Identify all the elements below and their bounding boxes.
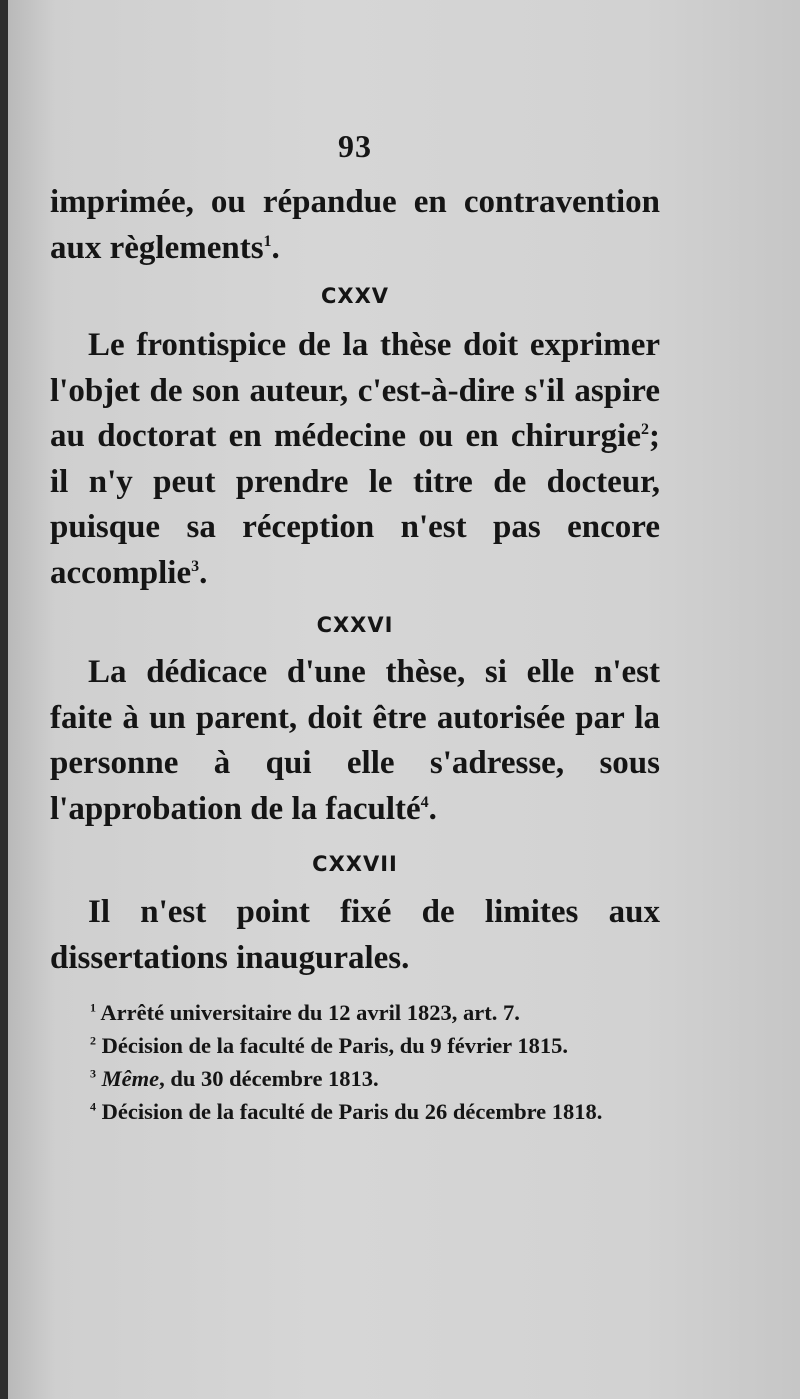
footnote-italic: Même — [101, 1066, 160, 1091]
paragraph-dissertations — [50, 890, 660, 981]
footnote-text: , du 30 décembre 1813. — [159, 1066, 379, 1091]
footnotes — [50, 996, 660, 1128]
footnote-ref: 1 — [263, 232, 272, 250]
paragraph-text: imprimée, ou répandue en contravention aux règlements — [50, 184, 660, 266]
footnote-4 — [50, 1095, 660, 1128]
article-heading-cxxvi: CXXVI — [316, 613, 394, 637]
footnote-text: Arrêté universitaire du 12 avril 1823, art. 7. — [100, 1000, 520, 1025]
footnote-1 — [50, 996, 660, 1029]
paragraph-text: La dédicace d'une thèse, si elle n'est faite à un parent, doit être autorisée par la personne à qui elle s'adresse, sous l'approbation de la faculté — [50, 654, 660, 827]
article-heading-cxxvii: CXXVII — [312, 852, 398, 876]
paragraph-continuation — [50, 180, 660, 271]
footnote-mark: 4 — [90, 1099, 96, 1114]
page-edge-shadow — [0, 0, 8, 1399]
article-heading-cxxv: CXXV — [320, 284, 390, 308]
paragraph-text: ; il n'y peut prendre le titre de docteur, puisque sa réception n'est pas encore accomplie — [50, 418, 660, 591]
footnote-text: Décision de la faculté de Paris, du 9 février 1815. — [101, 1033, 569, 1058]
paragraph-text: Il n'est point fixé de limites aux dissertations inaugurales. — [50, 894, 660, 976]
page-number: 93 — [338, 128, 372, 164]
footnote-2 — [50, 1029, 660, 1062]
footnote-mark: 2 — [90, 1033, 96, 1048]
paragraph-text: . — [428, 790, 437, 827]
footnote-3 — [50, 1062, 660, 1095]
footnote-ref: 4 — [420, 793, 429, 811]
footnote-mark: 3 — [90, 1066, 96, 1081]
paragraph-frontispice — [50, 323, 660, 596]
footnote-mark: 1 — [90, 1000, 96, 1015]
paragraph-text: . — [271, 229, 280, 266]
footnote-ref: 2 — [641, 421, 649, 438]
footnote-text: Décision de la faculté de Paris du 26 décembre 1818. — [101, 1099, 603, 1124]
footnote-ref: 3 — [191, 557, 200, 575]
paragraph-dedicace — [50, 650, 660, 832]
paragraph-text: . — [199, 554, 208, 591]
book-page — [8, 0, 800, 1399]
paragraph-text: Le frontispice de la thèse doit exprimer l'objet de son auteur, c'est-à-dire s'il aspire au doctorat en médecine ou en chirurgie — [50, 327, 660, 454]
